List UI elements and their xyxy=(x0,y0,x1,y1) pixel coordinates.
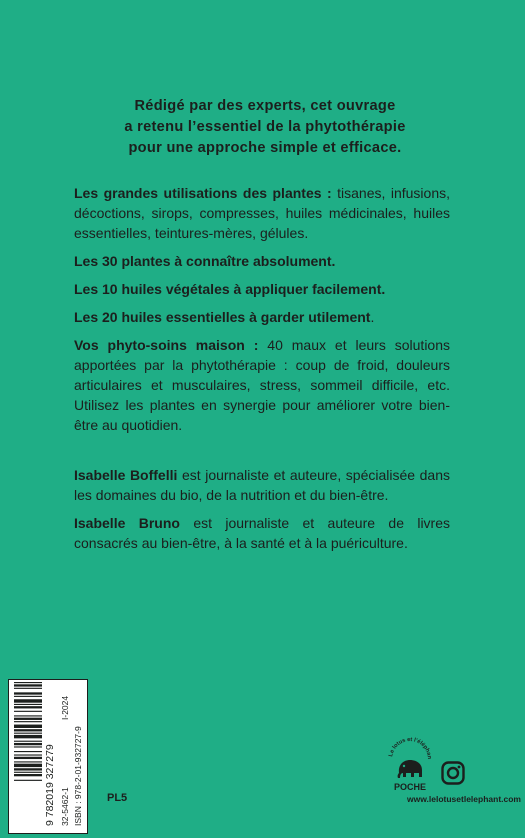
barcode-bar xyxy=(14,743,42,745)
barcode-bar xyxy=(14,696,42,697)
barcode-bar xyxy=(14,746,42,747)
barcode-date: I-2024 xyxy=(60,695,70,720)
barcode-bar xyxy=(14,772,42,773)
barcode-bar xyxy=(14,721,42,722)
barcode-bar xyxy=(14,751,42,752)
instagram-icon[interactable] xyxy=(441,761,465,785)
svg-text:Le lotus et l’éléphant xyxy=(386,735,432,760)
author-bio-1 xyxy=(74,465,450,505)
section-heading: Les grandes utilisations des plantes : xyxy=(74,185,332,201)
barcode-graphic xyxy=(9,680,89,835)
barcode-bar xyxy=(14,754,42,755)
section-remedies xyxy=(74,335,450,435)
barcode-bar xyxy=(14,688,42,689)
barcode-bar xyxy=(14,711,42,712)
logo-word: POCHE xyxy=(393,782,427,792)
intro-line-2: a retenu l’essentiel de la phytothérapie xyxy=(124,119,406,135)
section-text: tisanes, infusions, décoctions, sirops, compresses, huiles médicinales, huiles essentielles, teintures-mères, gélules. xyxy=(74,185,450,241)
intro-line-1: Rédigé par des experts, cet ouvrage xyxy=(134,98,396,114)
barcode-bar xyxy=(14,699,42,702)
barcode-bars xyxy=(14,682,42,781)
barcode-panel xyxy=(8,679,88,834)
barcode-bar xyxy=(14,715,42,716)
section-text: 40 maux et leurs solutions apportées par la phytothérapie : coup de froid, douleurs articulaires et musculaires, stress, sommeil difficile, etc. Utilisez les plantes en synergie pour améliorer votre bien-être au quotidien. xyxy=(74,337,451,433)
barcode-bar xyxy=(14,718,42,720)
section-heading: Les 10 huiles végétales à appliquer facilement. xyxy=(74,281,386,297)
barcode-code: 32-5462-1 xyxy=(60,787,70,826)
intro-blurb xyxy=(80,96,450,159)
section-text: . xyxy=(370,309,375,325)
publisher-url[interactable]: www.lelotusetlelephant.com xyxy=(407,794,521,804)
barcode-bar xyxy=(14,682,42,683)
barcode-bar xyxy=(14,729,42,731)
barcode-digits: 9 782019 327279 xyxy=(44,744,56,826)
series-code: PL5 xyxy=(107,792,128,804)
barcode-bar xyxy=(14,725,42,728)
isbn-text: ISBN : 978-2-01-932727-9 xyxy=(73,726,83,826)
author-name: Isabelle Bruno xyxy=(74,515,180,531)
section-heading: Vos phyto-soins maison : xyxy=(74,337,259,353)
section-heading: Les 20 huiles essentielles à garder utilement xyxy=(74,309,371,325)
section-essential-oils xyxy=(74,307,450,327)
elephant-icon xyxy=(386,735,434,793)
logo-arc-text: Le lotus et l’éléphan xyxy=(388,736,433,760)
author-text: est journaliste et auteure, spécialisée dans les domaines du bio, de la nutrition et du bien-être. xyxy=(74,467,450,503)
barcode-bar xyxy=(14,692,42,694)
author-bio-2 xyxy=(74,513,450,553)
author-text: est journaliste et auteure de livres consacrés au bien-être, à la santé et à la puériculture. xyxy=(74,515,451,551)
barcode-bar xyxy=(14,684,42,686)
barcode-bar xyxy=(14,780,42,781)
barcode-bar xyxy=(14,706,42,708)
section-vegetable-oils xyxy=(74,279,450,299)
barcode-bar xyxy=(14,761,42,762)
barcode-bar xyxy=(14,704,42,705)
barcode-bar xyxy=(14,741,42,742)
intro-line-3: pour une approche simple et efficace. xyxy=(128,140,402,156)
section-plants xyxy=(74,251,450,271)
back-cover-text xyxy=(74,183,450,561)
barcode-bar xyxy=(14,774,42,776)
barcode-bar xyxy=(14,764,42,767)
barcode-bar xyxy=(14,768,42,770)
barcode-bar xyxy=(14,735,42,738)
publisher-logo xyxy=(386,735,434,793)
section-uses xyxy=(74,183,450,243)
barcode-bar xyxy=(14,733,42,734)
author-name: Isabelle Boffelli xyxy=(74,467,178,483)
section-heading: Les 30 plantes à connaître absolument. xyxy=(74,253,336,269)
barcode-bar xyxy=(14,757,42,759)
